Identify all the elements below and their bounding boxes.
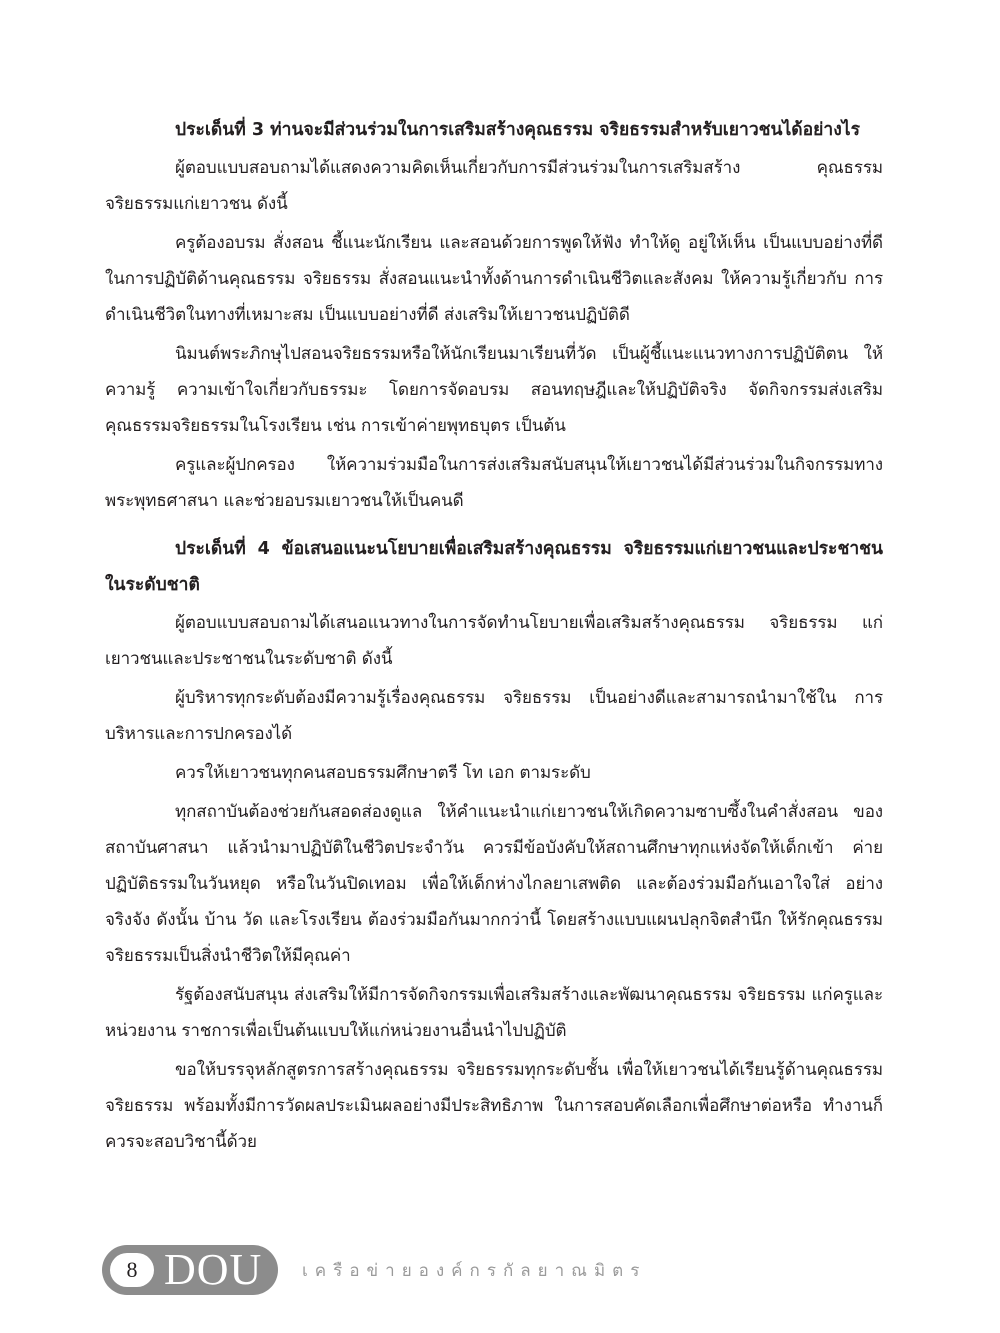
paragraph: รัฐต้องสนับสนุน ส่งเสริมให้มีการจัดกิจกรรมเพื่อเสริมสร้างและพัฒนาคุณธรรม จริยธรรม แก่ครูและหน่วยงาน ราชการเพื่อเป็นต้นแบบให้แก่หน่วยงานอื่นนำไปปฏิบัติ: [105, 985, 883, 1041]
paragraph: นิมนต์พระภิกษุไปสอนจริยธรรมหรือให้นักเรียนมาเรียนที่วัด เป็นผู้ชี้แนะแนวทางการปฏิบัติตน ให้ความรู้ ความเข้าใจเกี่ยวกับธรรมะ โดยการจัดอบรม สอนทฤษฎีและให้ปฏิบัติจริง จัดกิจกรรมส่งเสริม คุณธรรมจริยธรรมในโรงเรียน เช่น การเข้าค่ายพุทธบุตร เป็นต้น: [105, 344, 883, 436]
section-3-heading: ประเด็นที่ 3 ท่านจะมีส่วนร่วมในการเสริมสร้างคุณธรรม จริยธรรมสำหรับเยาวชนได้อย่างไร: [175, 120, 860, 140]
paragraph: ผู้บริหารทุกระดับต้องมีความรู้เรื่องคุณธรรม จริยธรรม เป็นอย่างดีและสามารถนำมาใช้ใน การบริหารและการปกครองได้: [105, 688, 883, 744]
brand-logo: DOU: [164, 1245, 263, 1294]
paragraph: ควรให้เยาวชนทุกคนสอบธรรมศึกษาตรี โท เอก ตามระดับ: [175, 763, 591, 783]
paragraph: ขอให้บรรจุหลักสูตรการสร้างคุณธรรม จริยธรรมทุกระดับชั้น เพื่อให้เยาวชนได้เรียนรู้ด้านคุณธรรม จริยธรรม พร้อมทั้งมีการวัดผลประเมินผลอย่างมีประสิทธิภาพ ในการสอบคัดเลือกเพื่อศึกษาต่อหรือ ทำงานก็ควรจะสอบวิชานี้ด้วย: [105, 1060, 883, 1152]
paragraph: ครูและผู้ปกครอง ให้ความร่วมมือในการส่งเสริมสนับสนุนให้เยาวชนได้มีส่วนร่วมในกิจกรรมทาง พระพุทธศาสนา และช่วยอบรมเยาวชนให้เป็นคนดี: [105, 455, 883, 511]
paragraph: ทุกสถาบันต้องช่วยกันสอดส่องดูแล ให้คำแนะนำแก่เยาวชนให้เกิดความซาบซึ้งในคำสั่งสอน ของสถาบันศาสนา แล้วนำมาปฏิบัติในชีวิตประจำวัน ควรมีข้อบังคับให้สถานศึกษาทุกแห่งจัดให้เด็กเข้า ค่ายปฏิบัติธรรมในวันหยุด หรือในวันปิดเทอม เพื่อให้เด็กห่างไกลยาเสพติด และต้องร่วมมือกันเอาใจใส่ อย่างจริงจัง ดังนั้น บ้าน วัด และโรงเรียน ต้องร่วมมือกันมากกว่านี้ โดยสร้างแบบแผนปลุกจิตสำนึก ให้รักคุณธรรม จริยธรรมเป็นสิ่งนำชีวิตให้มีคุณค่า: [105, 802, 883, 966]
paragraph: ผู้ตอบแบบสอบถามได้แสดงความคิดเห็นเกี่ยวกับการมีส่วนร่วมในการเสริมสร้าง คุณธรรม จริยธรรมแก่เยาวชน ดังนี้: [105, 158, 883, 214]
footer-badge: [102, 1245, 278, 1295]
paragraph: ครูต้องอบรม สั่งสอน ชี้แนะนักเรียน และสอนด้วยการพูดให้ฟัง ทำให้ดู อยู่ให้เห็น เป็นแบบอย่างที่ดี ในการปฏิบัติด้านคุณธรรม จริยธรรม สั่งสอนแนะนำทั้งด้านการดำเนินชีวิตและสังคม ให้ความรู้เกี่ยวกับ การดำเนินชีวิตในทางที่เหมาะสม เป็นแบบอย่างที่ดี ส่งเสริมให้เยาวชนปฏิบัติดี: [105, 233, 883, 325]
paragraph: ผู้ตอบแบบสอบถามได้เสนอแนวทางในการจัดทำนโยบายเพื่อเสริมสร้างคุณธรรม จริยธรรม แก่เยาวชนและประชาชนในระดับชาติ ดังนี้: [105, 613, 883, 669]
section-4-heading: ประเด็นที่ 4 ข้อเสนอแนะนโยบายเพื่อเสริมสร้างคุณธรรม จริยธรรมแก่เยาวชนและประชาชนในระดับชาติ: [105, 539, 883, 595]
page-number: 8: [110, 1253, 154, 1287]
page-content: [105, 112, 883, 1163]
network-name: เครือข่ายองค์กรกัลยาณมิตร: [302, 1260, 647, 1281]
page-footer: [102, 1245, 646, 1295]
